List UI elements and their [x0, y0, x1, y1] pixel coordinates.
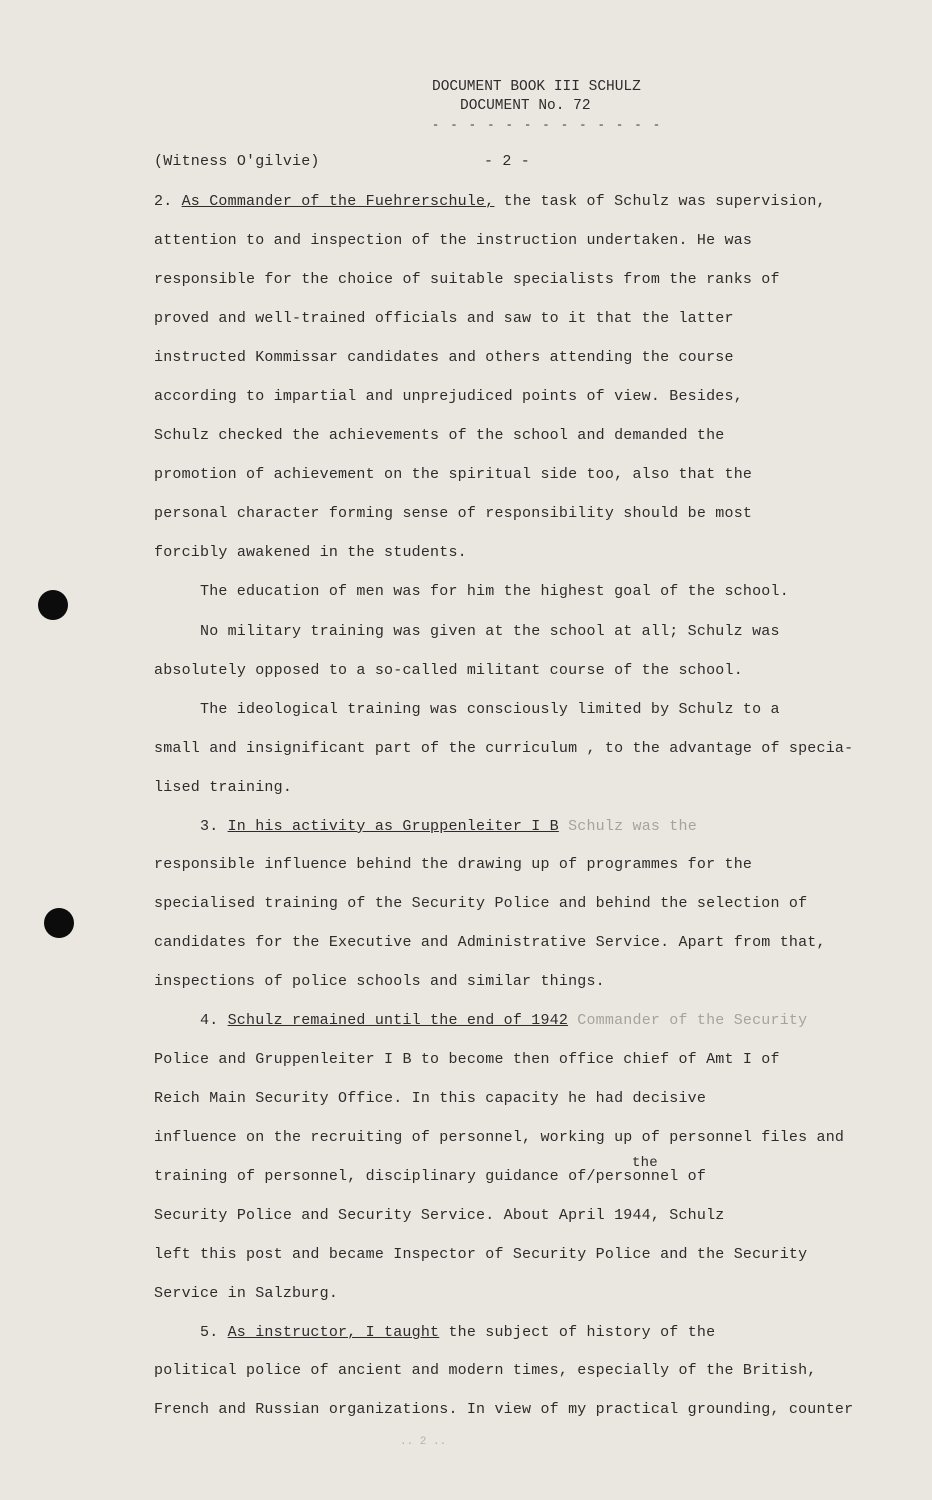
witness-label: (Witness O'gilvie): [154, 153, 320, 170]
para-ideological-line: lised training.: [154, 779, 293, 796]
para4-line: Service in Salzburg.: [154, 1285, 339, 1302]
para3-line: specialised training of the Security Police and behind the selection of: [154, 895, 808, 912]
para-ideological-line: small and insignificant part of the curriculum , to the advantage of specia-: [154, 740, 854, 757]
para3-line: candidates for the Executive and Administrative Service. Apart from that,: [154, 934, 826, 951]
para4-heading: Schulz remained until the end of 1942: [227, 1012, 569, 1029]
header-title: DOCUMENT BOOK III SCHULZ: [432, 79, 641, 95]
para2-line: Schulz checked the achievements of the school and demanded the: [154, 427, 725, 444]
para3-line: 3. In his activity as Gruppenleiter I B Schulz was the: [200, 818, 697, 835]
para-ideological-line: The ideological training was consciously limited by Schulz to a: [200, 701, 780, 718]
para5-line: 5. As instructor, I taught the subject of history of the: [200, 1324, 716, 1341]
interlinear-insertion: the: [632, 1155, 658, 1171]
para3-line: responsible influence behind the drawing up of programmes for the: [154, 856, 753, 873]
header-document-number: DOCUMENT No. 72: [460, 98, 591, 114]
para-education: The education of men was for him the highest goal of the school.: [200, 583, 789, 600]
para4-line: Security Police and Security Service. About April 1944, Schulz: [154, 1207, 725, 1224]
para4-line: Reich Main Security Office. In this capacity he had decisive: [154, 1090, 707, 1107]
page-footer-mark: .. 2 ..: [400, 1436, 447, 1448]
page-number: - 2 -: [484, 153, 531, 170]
para-military-line: absolutely opposed to a so-called militant course of the school.: [154, 662, 743, 679]
para2-line: according to impartial and unprejudiced points of view. Besides,: [154, 388, 743, 405]
punch-hole-icon: [44, 908, 74, 938]
para3-line: inspections of police schools and similar things.: [154, 973, 605, 990]
para2-line: promotion of achievement on the spiritual side too, also that the: [154, 466, 753, 483]
para2-heading: As Commander of the Fuehrerschule,: [181, 193, 495, 210]
para4-line: left this post and became Inspector of Security Police and the Security: [154, 1246, 808, 1263]
header-rule: - - - - - - - - - - - - -: [432, 118, 663, 132]
punch-hole-icon: [38, 590, 68, 620]
document-header: [432, 78, 692, 135]
para2-line: forcibly awakened in the students.: [154, 544, 467, 561]
para4-line: training of personnel, disciplinary guidance of/personnel of the: [154, 1155, 707, 1185]
para5-line: political police of ancient and modern times, especially of the British,: [154, 1362, 817, 1379]
para2-line: proved and well-trained officials and saw to it that the latter: [154, 310, 734, 327]
para4-line: Police and Gruppenleiter I B to become then office chief of Amt I of: [154, 1051, 780, 1068]
para4-line: 4. Schulz remained until the end of 1942 Commander of the Security: [200, 1012, 808, 1029]
para-military-line: No military training was given at the school at all; Schulz was: [200, 623, 780, 640]
para2-line: personal character forming sense of responsibility should be most: [154, 505, 753, 522]
para4-line: influence on the recruiting of personnel, working up of personnel files and: [154, 1129, 845, 1146]
para5-line: French and Russian organizations. In view of my practical grounding, counter: [154, 1401, 854, 1418]
para2-line: instructed Kommissar candidates and others attending the course: [154, 349, 734, 366]
para2-line: 2. As Commander of the Fuehrerschule, the task of Schulz was supervision,: [154, 193, 826, 210]
para2-line: attention to and inspection of the instruction undertaken. He was: [154, 232, 753, 249]
para3-heading: In his activity as Gruppenleiter I B: [227, 818, 559, 835]
para2-line: responsible for the choice of suitable specialists from the ranks of: [154, 271, 780, 288]
witness-line: [154, 152, 899, 172]
para5-heading: As instructor, I taught: [227, 1324, 440, 1341]
